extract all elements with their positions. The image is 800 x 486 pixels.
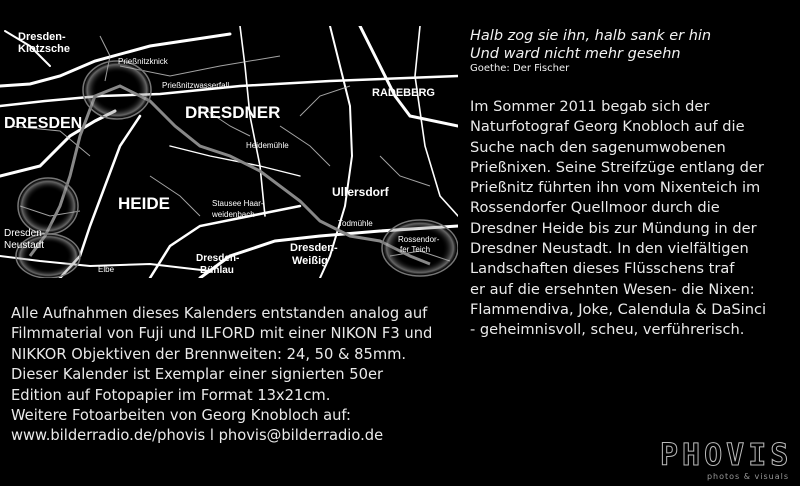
story-line: er auf die ersehnten Wesen- die Nixen: [470,280,755,298]
story-line: Suche nach den sagenumwobenen [470,138,726,156]
story-line: Dresdner Heide bis zur Mündung in der [470,219,757,237]
story-line: Flammendiva, Joke, Calendula & DaSinci [470,300,767,318]
story-line: Prießnixen. Seine Streifzüge entlang der [470,158,764,176]
map-label-todmuehle: Todmühle [338,219,373,228]
quote-line-2: Und ward nicht mehr gesehn [470,46,681,62]
quote-line-1: Halb zog sie ihn, halb sank er hin [470,28,712,44]
map-drawing [0,26,458,278]
story-line: Im Sommer 2011 begab sich der [470,98,710,115]
map-label-ullersdorf: Ullersdorf [332,185,389,199]
info-line: Edition auf Fotopapier im Format 13x21cm. [11,386,331,404]
calendar-info-paragraph [11,304,461,447]
quote-source: Goethe: Der Fischer [470,63,570,74]
map-label-heidemuehle: Heidemühle [246,141,289,150]
map-label-heide: HEIDE [118,194,170,213]
map-label-radeberg: RADEBERG [372,87,435,99]
map-label-elbe: Elbe [98,265,115,274]
story-paragraph [470,97,795,341]
map-label-priessnitzknick: Prießnitzknick [118,57,168,66]
map-label-stausee-2: weidenbach [212,210,255,219]
map-label-dresden-neustadt-1: Dresden- [4,228,46,239]
info-line: NIKKOR Objektiven der Brennweiten: 24, 50 & 85mm. [11,345,407,363]
logo-tagline: photos & visuals [706,472,789,481]
info-line: Alle Aufnahmen dieses Kalenders entstanden analog auf [11,305,428,322]
map-label-rossendorfer-teich-1: Rossendor- [398,235,440,244]
map-label-dresden: DRESDEN [4,115,83,132]
logo-word: PHOVIS [660,438,793,473]
poem-quote [470,27,790,75]
map-label-dresden-klotzsche-1: Dresden- [18,31,66,43]
map-label-dresden-neustadt-2: Neustadt [4,240,45,251]
story-line: Dresdner Neustadt. In den vielfältigen [470,240,749,258]
map-label-dresden-klotzsche-2: Klotzsche [18,43,70,55]
map-label-priessnitzwasserfall: Prießnitzwasserfall [162,81,230,90]
phovis-logo [660,440,795,484]
story-line: Rossendorfer Quellmoor durch die [470,199,720,217]
story-line: Naturfotograf Georg Knobloch auf die [470,118,745,136]
map-label-dresden-weissig-2: Weißig [292,255,328,267]
map-label-dresden-buehlau-1: Dresden- [196,253,240,264]
story-line: Prießnitz führten ihn vom Nixenteich im [470,179,761,197]
map-image [0,26,458,278]
info-line: Weitere Fotoarbeiten von Georg Knobloch auf: [11,407,352,425]
map-label-dresdner: DRESDNER [185,103,281,122]
story-line: Landschaften dieses Flüsschens traf [470,260,735,278]
website-link[interactable]: www.bilderradio.de/phovis l phovis@bilderradio.de [11,427,384,445]
map-label-rossendorfer-teich-2: fer Teich [400,245,431,254]
map-label-stausee-1: Stausee Haar- [212,199,264,208]
info-line: Dieser Kalender ist Exemplar einer signierten 50er [11,366,384,384]
map-label-dresden-buehlau-2: Bühlau [200,265,234,276]
map-label-dresden-weissig-1: Dresden- [290,242,338,254]
story-line: - geheimnisvoll, scheu, verführerisch. [470,321,745,339]
info-line: Filmmaterial von Fuji und ILFORD mit einer NIKON F3 und [11,325,433,343]
